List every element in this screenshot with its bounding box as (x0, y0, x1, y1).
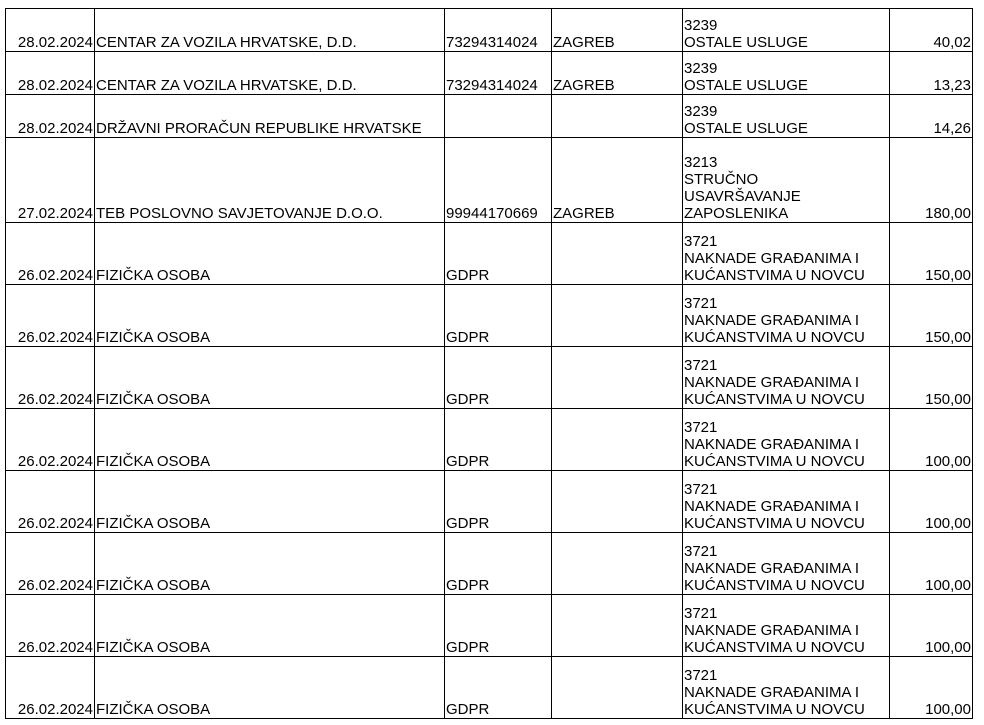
amount-cell: 100,00 (890, 533, 973, 595)
account-description-line: NAKNADE GRAĐANIMA I (684, 622, 860, 639)
account-description-line: KUĆANSTVIMA U NOVCU (684, 329, 865, 346)
city-cell (552, 595, 683, 657)
account-description-line: USAVRŠAVANJE (684, 188, 801, 205)
payments-table (5, 8, 973, 719)
date-cell: 26.02.2024 (6, 347, 95, 409)
account-cell (683, 409, 890, 471)
amount-cell: 100,00 (890, 595, 973, 657)
account-description-line: NAKNADE GRAĐANIMA I (684, 436, 860, 453)
account-cell (683, 223, 890, 285)
date-cell: 26.02.2024 (6, 595, 95, 657)
account-description-line: NAKNADE GRAĐANIMA I (684, 498, 860, 515)
account-cell (683, 533, 890, 595)
payee-name-cell: DRŽAVNI PRORAČUN REPUBLIKE HRVATSKE (95, 95, 445, 138)
amount-cell: 100,00 (890, 471, 973, 533)
oib-cell: GDPR (445, 595, 552, 657)
table-row (6, 223, 973, 285)
oib-cell: GDPR (445, 409, 552, 471)
date-cell: 27.02.2024 (6, 138, 95, 223)
oib-cell (445, 95, 552, 138)
table-row (6, 471, 973, 533)
payee-name-cell: FIZIČKA OSOBA (95, 347, 445, 409)
payee-name-cell: FIZIČKA OSOBA (95, 533, 445, 595)
table-row (6, 95, 973, 138)
amount-cell: 100,00 (890, 409, 973, 471)
table-row (6, 409, 973, 471)
account-description-line: KUĆANSTVIMA U NOVCU (684, 515, 865, 532)
city-cell (552, 409, 683, 471)
city-cell: ZAGREB (552, 138, 683, 223)
account-code: 3239 (684, 103, 718, 120)
account-code: 3213 (684, 154, 718, 171)
account-description-line: KUĆANSTVIMA U NOVCU (684, 639, 865, 656)
date-cell: 26.02.2024 (6, 471, 95, 533)
account-cell (683, 9, 890, 52)
amount-cell: 150,00 (890, 285, 973, 347)
payee-name-cell: FIZIČKA OSOBA (95, 409, 445, 471)
city-cell (552, 285, 683, 347)
city-cell: ZAGREB (552, 9, 683, 52)
date-cell: 28.02.2024 (6, 95, 95, 138)
payee-name-cell: FIZIČKA OSOBA (95, 657, 445, 719)
account-description-line: KUĆANSTVIMA U NOVCU (684, 453, 865, 470)
date-cell: 26.02.2024 (6, 533, 95, 595)
date-cell: 26.02.2024 (6, 409, 95, 471)
table-row (6, 347, 973, 409)
account-cell (683, 347, 890, 409)
account-code: 3721 (684, 233, 718, 250)
table-row (6, 285, 973, 347)
payments-table-body (6, 9, 973, 719)
payee-name-cell: FIZIČKA OSOBA (95, 595, 445, 657)
oib-cell: GDPR (445, 657, 552, 719)
account-code: 3721 (684, 481, 718, 498)
city-cell (552, 533, 683, 595)
account-cell (683, 595, 890, 657)
oib-cell: 99944170669 (445, 138, 552, 223)
account-code: 3721 (684, 605, 718, 622)
oib-cell: GDPR (445, 223, 552, 285)
account-code: 3721 (684, 543, 718, 560)
account-description-line: NAKNADE GRAĐANIMA I (684, 684, 860, 701)
account-description-line: NAKNADE GRAĐANIMA I (684, 374, 860, 391)
account-cell (683, 657, 890, 719)
payee-name-cell: FIZIČKA OSOBA (95, 285, 445, 347)
table-row (6, 595, 973, 657)
account-description-line: STRUČNO (684, 171, 759, 188)
amount-cell: 100,00 (890, 657, 973, 719)
account-code: 3721 (684, 419, 718, 436)
table-row (6, 533, 973, 595)
account-description-line: KUĆANSTVIMA U NOVCU (684, 577, 865, 594)
city-cell: ZAGREB (552, 52, 683, 95)
table-row (6, 52, 973, 95)
amount-cell: 150,00 (890, 347, 973, 409)
oib-cell: 73294314024 (445, 9, 552, 52)
oib-cell: GDPR (445, 347, 552, 409)
city-cell (552, 223, 683, 285)
account-description-line: KUĆANSTVIMA U NOVCU (684, 701, 865, 718)
table-row (6, 657, 973, 719)
city-cell (552, 347, 683, 409)
account-cell (683, 138, 890, 223)
amount-cell: 180,00 (890, 138, 973, 223)
oib-cell: 73294314024 (445, 52, 552, 95)
account-code: 3239 (684, 60, 718, 77)
payee-name-cell: CENTAR ZA VOZILA HRVATSKE, D.D. (95, 52, 445, 95)
account-description-line: KUĆANSTVIMA U NOVCU (684, 391, 865, 408)
amount-cell: 14,26 (890, 95, 973, 138)
city-cell (552, 95, 683, 138)
account-description-line: KUĆANSTVIMA U NOVCU (684, 267, 865, 284)
payee-name-cell: CENTAR ZA VOZILA HRVATSKE, D.D. (95, 9, 445, 52)
account-cell (683, 52, 890, 95)
date-cell: 28.02.2024 (6, 9, 95, 52)
account-description-line: OSTALE USLUGE (684, 34, 808, 51)
city-cell (552, 471, 683, 533)
oib-cell: GDPR (445, 533, 552, 595)
account-cell (683, 285, 890, 347)
account-description-line: OSTALE USLUGE (684, 120, 808, 137)
table-row (6, 138, 973, 223)
account-code: 3721 (684, 295, 718, 312)
payee-name-cell: FIZIČKA OSOBA (95, 471, 445, 533)
payee-name-cell: TEB POSLOVNO SAVJETOVANJE D.O.O. (95, 138, 445, 223)
date-cell: 26.02.2024 (6, 657, 95, 719)
payee-name-cell: FIZIČKA OSOBA (95, 223, 445, 285)
table-row (6, 9, 973, 52)
city-cell (552, 657, 683, 719)
date-cell: 26.02.2024 (6, 285, 95, 347)
oib-cell: GDPR (445, 471, 552, 533)
account-cell (683, 95, 890, 138)
account-description-line: ZAPOSLENIKA (684, 205, 789, 222)
account-cell (683, 471, 890, 533)
oib-cell: GDPR (445, 285, 552, 347)
account-description-line: NAKNADE GRAĐANIMA I (684, 560, 860, 577)
amount-cell: 40,02 (890, 9, 973, 52)
date-cell: 28.02.2024 (6, 52, 95, 95)
account-code: 3239 (684, 17, 718, 34)
account-description-line: NAKNADE GRAĐANIMA I (684, 250, 860, 267)
amount-cell: 13,23 (890, 52, 973, 95)
account-description-line: OSTALE USLUGE (684, 77, 808, 94)
amount-cell: 150,00 (890, 223, 973, 285)
account-code: 3721 (684, 667, 718, 684)
account-code: 3721 (684, 357, 718, 374)
account-description-line: NAKNADE GRAĐANIMA I (684, 312, 860, 329)
date-cell: 26.02.2024 (6, 223, 95, 285)
